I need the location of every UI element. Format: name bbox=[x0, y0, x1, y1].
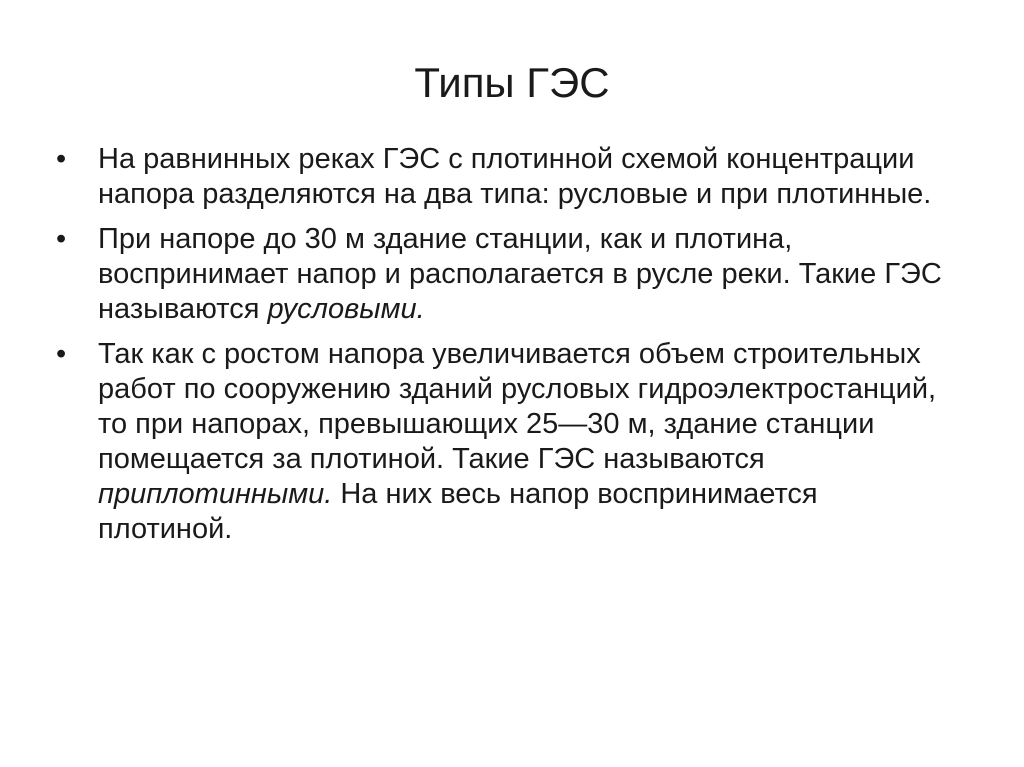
bullet-emphasis: русловыми. bbox=[267, 293, 425, 325]
bullet-icon: • bbox=[56, 223, 67, 255]
slide-title: Типы ГЭС bbox=[414, 59, 610, 106]
bullet-text: На равнинных реках ГЭС с плотинной схемой концентрации напора разделяются на два типа: русловые и при плотинные. bbox=[98, 143, 932, 210]
bullet-item-2 bbox=[56, 222, 956, 327]
bullet-item-1 bbox=[56, 142, 956, 212]
bullet-list bbox=[56, 142, 956, 557]
bullet-text: При напоре до 30 м здание станции, как и плотина, воспринимает напор и располагается в русле реки. Такие ГЭС называются bbox=[98, 223, 942, 325]
bullet-item-3 bbox=[56, 337, 956, 547]
bullet-text-after: На них весь напор воспринимается плотиной. bbox=[98, 478, 818, 545]
bullet-text: Так как с ростом напора увеличивается объем строительных работ по сооружению зданий русловых гидроэлектростанций, то при напорах, превышающих 25—30 м, здание станции помещается за плотиной. Такие ГЭС называются bbox=[98, 338, 937, 475]
bullet-emphasis: приплотинными. bbox=[98, 478, 333, 510]
bullet-icon: • bbox=[56, 143, 67, 175]
bullet-icon: • bbox=[56, 338, 67, 370]
